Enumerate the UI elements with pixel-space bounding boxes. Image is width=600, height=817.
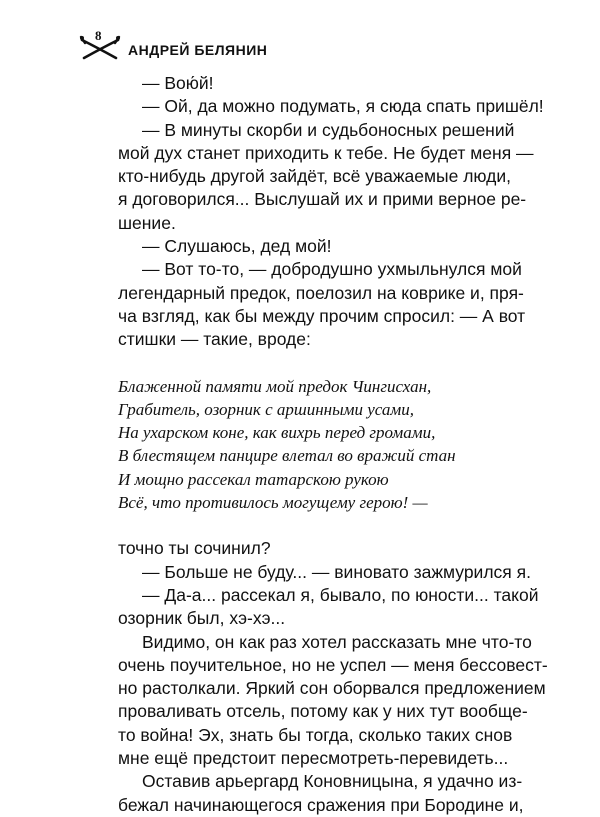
prose-line: — Вот то-то, — добродушно ухмыльнулся мой [142,259,522,280]
poem-line: Грабитель, озорник с аршинными усами, [118,399,414,419]
prose-line: мне ещё предстоит пересмотреть-перевидеть... [118,748,509,769]
prose-line: ча взгляд, как бы между прочим спросил: — А вот [118,305,526,326]
prose-line: озорник был, хэ-хэ... [118,608,286,629]
poem-line: Блаженной памяти мой предок Чингисхан, [118,376,432,396]
prose-line: Видимо, он как раз хотел рассказать мне что-то [142,631,532,652]
prose-line: проваливать отсель, потому как у них тут вообще- [118,701,528,722]
prose-line: — В минуты скорби и судьбоносных решений [142,119,515,140]
poem-line: И мощно рассекал татарскою рукою [118,469,389,489]
poem-line: Всё, что противилось могущему герою! — [118,493,428,513]
prose-line: мой дух станет приходить к тебе. Не будет меня — [118,142,534,163]
running-header [78,28,268,62]
prose-line: точно ты сочинил? [118,538,271,559]
poem-quote [118,375,500,515]
prose-line: — Да-а... рассекал я, бывало, по юности... такой [142,584,539,605]
author-name: АНДРЕЙ БЕЛЯНИН [128,42,268,58]
prose-line: то война! Эх, знать бы тогда, сколько таких снов [118,724,513,745]
prose-line: Оставив арьергард Коновницына, я удачно из- [142,771,523,792]
prose-line: — Ой, да можно подумать, я сюда спать пришёл! [142,96,544,117]
poem-line: В блестящем панцире влетал во вражий стан [118,446,456,466]
prose-line: но растолкали. Яркий сон оборвался предложением [118,678,546,699]
prose-line: — Вою́й! [142,73,214,93]
poem-line: На ухарском коне, как вихрь перед громами, [118,423,436,443]
prose-line: я договорился... Выслушай их и прими верное ре- [118,189,527,210]
prose-line: стишки — такие, вроде: [118,329,311,350]
prose-line: очень поучительное, но не успел — меня бессовест- [118,654,548,675]
prose-line: шение. [118,212,176,233]
page-number: 8 [95,28,102,43]
prose-line: легендарный предок, поелозил на коврике и, пря- [118,282,524,303]
prose-line: бежал начинающегося сражения при Бородине и, [118,794,524,815]
page-body [118,72,548,817]
page-emblem [78,28,122,62]
prose-line: — Слушаюсь, дед мой! [142,236,332,257]
prose-line: — Больше не буду... — виновато зажмурился я. [142,561,531,582]
prose-line: кто-нибудь другой зайдёт, всё уважаемые люди, [118,166,512,187]
